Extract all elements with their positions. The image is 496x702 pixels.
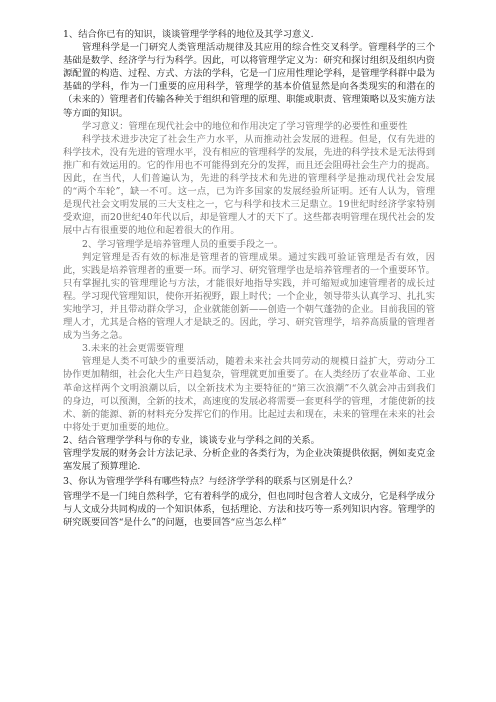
question-1: 1、结合你已有的知识，谈谈管理学学科的地位及其学习意义. [63, 29, 314, 40]
document-body [63, 28, 435, 530]
question-3: 3、你认为管理学学科有哪些特点？与经济学学科的联系与区别是什么？ [63, 476, 358, 488]
paragraph-technology-and-management: 科学技术进步决定了社会生产力水平，从而推动社会发展的进程。但是，仅有先进的科学技术，没有先进的管理水平，没有相应的管理科学的发展，先进的科学技术是无法得到推广和有效运用的。它的作用也不可能得到充分的发挥，而且还会阻碍社会生产力的提高。因此，在当代，人们普遍认为，先进的科学技术和先进的管理科学是推动现代社会发展的“两个车轮”，缺一不可。这一点，已为许多国家的发展经验所证明。还有人认为，管理是现代社会文明发展的三大支柱之一，它与科学和技术三足鼎立。19世纪时经济学家特别受欢迎，而20世纪40年代以后，却是管理人才的天下了。这些都表明管理在现代社会的发展中占有很重要的地位和起着很大的作用。 [63, 133, 435, 237]
question-2: 2、结合管理学学科与你的专业，谈谈专业与学科之间的关系。 [63, 434, 320, 446]
paragraph-training-managers: 判定管理是否有效的标准是管理者的管理成果。通过实践可验证管理是否有效，因此，实践是培养管理者的重要一环。而学习、研究管理学也是培养管理者的一个重要环节。只有掌握扎实的管理理论与方法，才能很好地指导实践，并可缩短或加速管理者的成长过程。学习现代管理知识，使你开拓视野，跟上时代；一个企业，领导带头认真学习、扎扎实实地学习，并且带动群众学习，企业就能创新——创造一个朝气蓬勃的企业。目前我国的管理人才，尤其是合格的管理人才是缺乏的。因此，学习、研究管理学，培养高质量的管理者成为当务之急。 [63, 251, 435, 342]
point-3-heading: 3.未来的社会更需要管理 [82, 343, 184, 355]
answer-2: 管理学发展的财务会计方法记录、分析企业的各类行为，为企业决策提供依据，例如麦克金塞发展了预算理论. [63, 448, 435, 473]
paragraph-future-society: 管理是人类不可缺少的重要活动，随着未来社会共同劳动的规模日益扩大，劳动分工协作更加精细，社会化大生产日趋复杂，管理就更加重要了。在人类经历了农业革命、工业革命这样两个文明浪潮以后，以全新技术为主要特征的“第三次浪潮”不久就会冲击到我们的身边，可以预测，全新的技术，高速度的发展必将需要一套更科学的管理，才能使新的技术、新的能源、新的材料充分发挥它们的作用。比起过去和现在，未来的管理在未来的社会中将处于更加重要的地位。 [63, 356, 435, 433]
learning-significance-heading: 学习意义：管理在现代社会中的地位和作用决定了学习管理学的必要性和重要性 [82, 120, 408, 132]
answer-1-definition: 管理科学是一门研究人类管理活动规律及其应用的综合性交叉科学。管理科学的三个基础是数学、经济学与行为科学。因此，可以将管理学定义为：研究和探讨组织及组织内资源配置的构造、过程、方式、方法的学科，它是一门应用性理论学科，是管理学科群中最为基础的学科，作为一门重要的应用科学，管理学的基本价值显然是向各类现实的和潜在的（未来的）管理者们传输各种关于组织和管理的原理、职能或职责、管理策略以及实施方法等方面的知识。 [63, 42, 435, 119]
answer-3: 管理学不是一门纯自然科学，它有着科学的成分，但也同时包含着人文成分，它是科学成分与人文成分共同构成的一个知识体系，包括理论、方法和技巧等一系列知识内容。管理学的研究既要回答“是什么”的问题，也要回答“应当怎么样” [63, 491, 435, 529]
point-2-heading: 2、学习管理学是培养管理人员的重要手段之一。 [82, 238, 284, 250]
